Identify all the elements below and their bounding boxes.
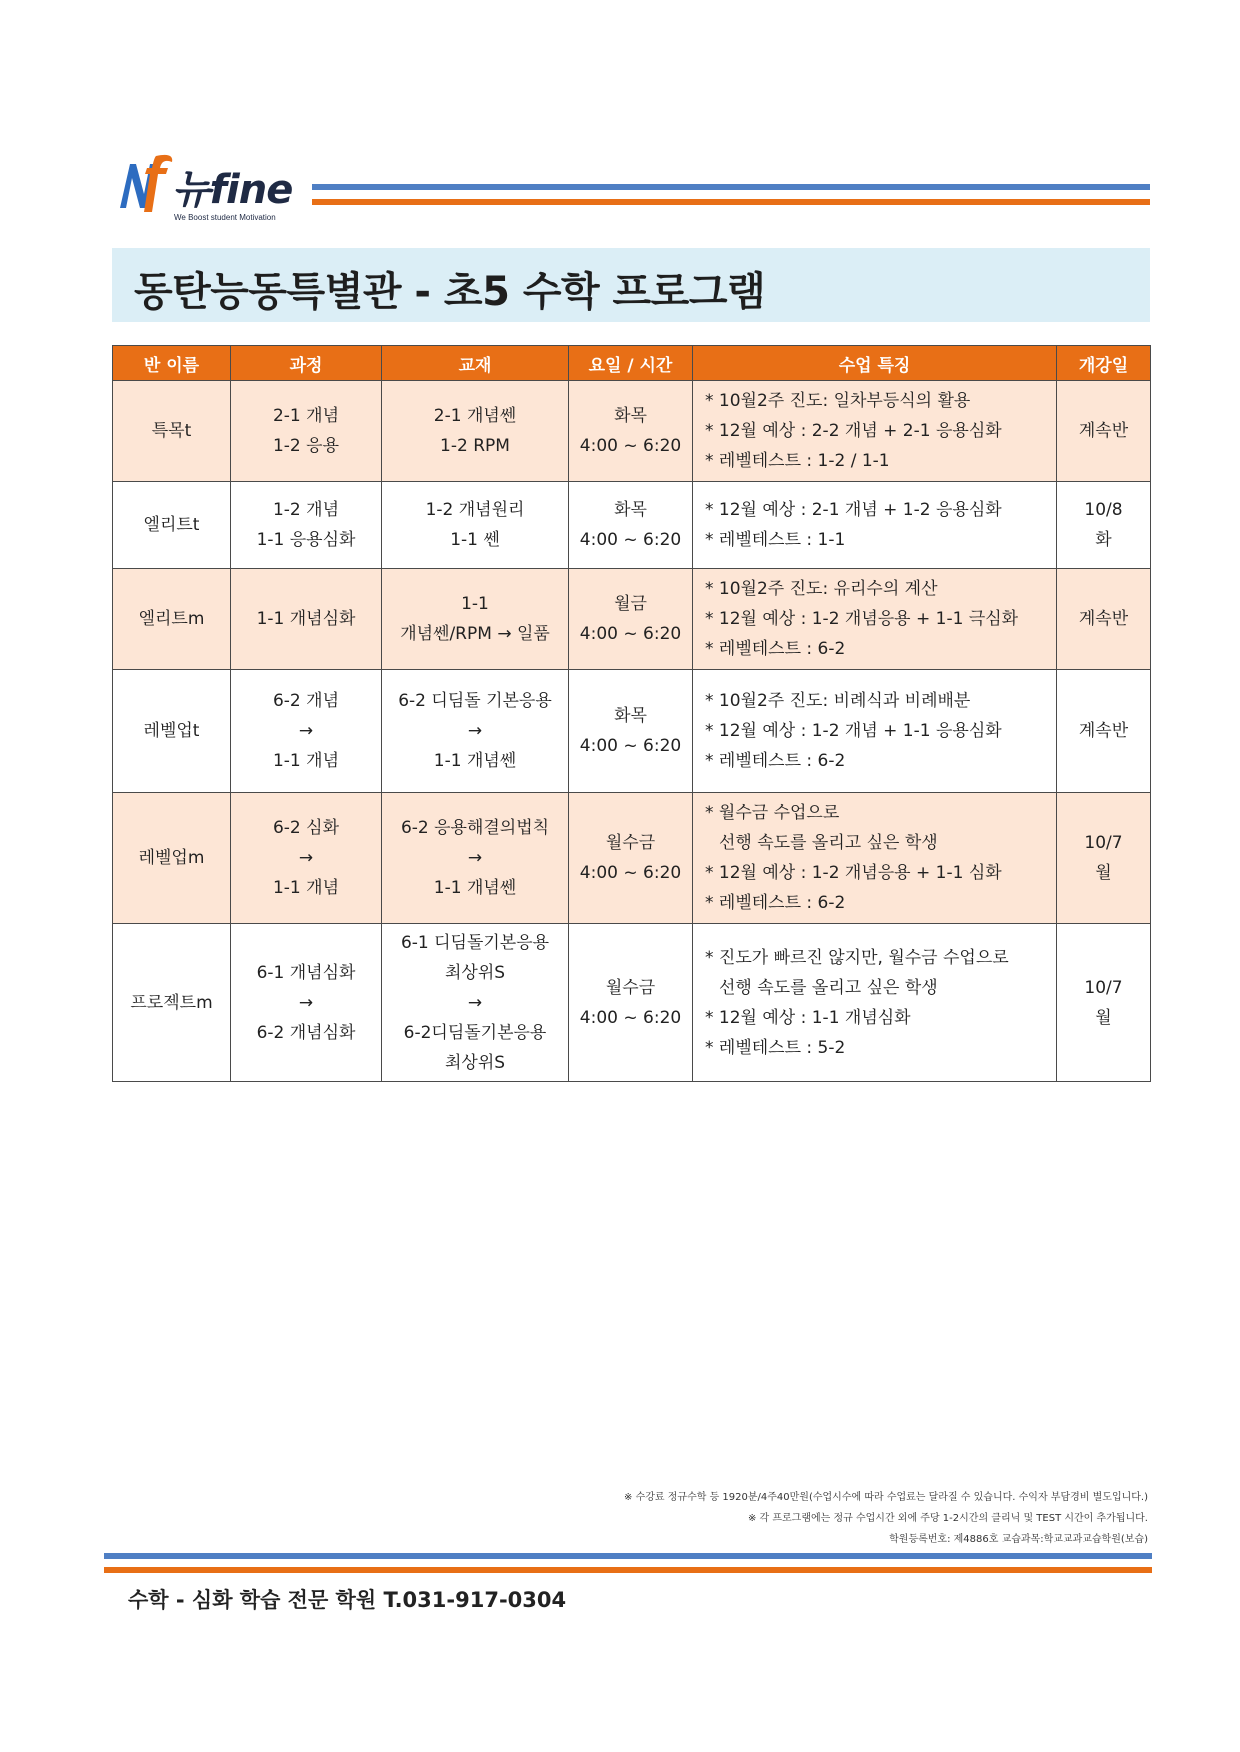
feature-line: * 10월2주 진도: 일차부등식의 활용 xyxy=(705,391,971,411)
table-row xyxy=(113,569,1151,670)
footnotes xyxy=(624,1487,1148,1550)
time-cell xyxy=(569,482,693,569)
course-line: 6-2 개념 xyxy=(272,691,339,711)
title-band xyxy=(112,248,1150,322)
start-line: 월 xyxy=(1095,863,1112,883)
features-cell xyxy=(693,569,1057,670)
start-line: 10/7 xyxy=(1084,977,1123,998)
course-line: 1-2 응용 xyxy=(272,436,339,456)
course-line: 1-1 개념심화 xyxy=(256,609,356,629)
start-line: 계속반 xyxy=(1078,421,1129,441)
start-line: 월 xyxy=(1095,1007,1112,1028)
class-name: 레벨업m xyxy=(113,793,231,924)
class-name: 특목t xyxy=(113,381,231,482)
header-class-name: 반 이름 xyxy=(113,346,231,381)
program-table xyxy=(112,345,1151,1082)
book-line: 2-1 개념쎈 xyxy=(433,406,517,426)
course-line: 1-1 개념 xyxy=(272,878,339,898)
class-name: 엘리트m xyxy=(113,569,231,670)
header-day-time: 요일 / 시간 xyxy=(569,346,693,381)
start-line: 10/8 xyxy=(1084,500,1123,520)
features-cell xyxy=(693,924,1057,1082)
book-line: 1-2 개념원리 xyxy=(425,500,525,520)
feature-line: * 10월2주 진도: 비례식과 비례배분 xyxy=(705,691,971,711)
course-line: 1-1 개념 xyxy=(272,751,339,771)
brand-tagline: We Boost student Motivation xyxy=(174,213,276,222)
book-line: 1-2 RPM xyxy=(440,436,510,456)
start-cell xyxy=(1057,924,1151,1082)
time-cell xyxy=(569,381,693,482)
course-arrow: → xyxy=(298,848,314,868)
start-cell xyxy=(1057,482,1151,569)
course-cell xyxy=(231,482,382,569)
features-cell xyxy=(693,793,1057,924)
table-row xyxy=(113,924,1151,1082)
fee-note: ※ 수강료 정규수학 등 1920분/4주40만원(수업시수에 따라 수업료는 달라질 수 있습니다. 수익자 부담경비 별도입니다.) xyxy=(624,1492,1148,1503)
feature-line: * 레벨테스트 : 6-2 xyxy=(705,751,846,771)
book-line: 1-1 xyxy=(461,594,489,614)
book-line: 6-2 응용해결의법칙 xyxy=(400,818,550,838)
course-cell xyxy=(231,569,382,670)
time-hours: 4:00 ~ 6:20 xyxy=(579,436,682,456)
clinic-note: ※ 각 프로그램에는 정규 수업시간 외에 주당 1-2시간의 클리닉 및 TEST 시간이 추가됩니다. xyxy=(747,1513,1148,1524)
feature-line: * 12월 예상 : 1-2 개념응용 + 1-1 극심화 xyxy=(705,609,1019,629)
header-blue-rule xyxy=(312,184,1150,190)
book-line: 6-1 디딤돌기본응용 xyxy=(400,932,550,953)
feature-line: 선행 속도를 올리고 싶은 학생 xyxy=(719,977,938,998)
registration-note: 학원등록번호: 제4886호 교습과목:학교교과교습학원(보습) xyxy=(889,1534,1148,1545)
table-header-row xyxy=(113,346,1151,381)
course-arrow: → xyxy=(298,992,314,1013)
book-arrow: → xyxy=(467,721,483,741)
course-line: 1-1 응용심화 xyxy=(256,530,356,550)
footer-orange-rule xyxy=(104,1567,1152,1573)
feature-line: * 12월 예상 : 1-1 개념심화 xyxy=(705,1007,911,1028)
book-line: 최상위S xyxy=(444,962,506,983)
feature-line: * 월수금 수업으로 xyxy=(705,803,840,823)
time-days: 월수금 xyxy=(605,833,656,853)
book-cell xyxy=(382,482,569,569)
feature-line: * 레벨테스트 : 6-2 xyxy=(705,893,846,913)
class-name: 프로젝트m xyxy=(113,924,231,1082)
course-cell xyxy=(231,793,382,924)
feature-line: * 10월2주 진도: 유리수의 계산 xyxy=(705,579,938,599)
features-cell xyxy=(693,482,1057,569)
time-hours: 4:00 ~ 6:20 xyxy=(579,1007,682,1028)
time-days: 월수금 xyxy=(605,977,656,998)
class-name: 레벨업t xyxy=(113,670,231,793)
time-cell xyxy=(569,924,693,1082)
book-line: 1-1 개념쎈 xyxy=(433,751,517,771)
book-arrow: → xyxy=(467,992,483,1013)
book-line: 6-2디딤돌기본응용 xyxy=(403,1022,547,1043)
feature-line: 선행 속도를 올리고 싶은 학생 xyxy=(719,833,938,853)
time-days: 화목 xyxy=(614,406,647,426)
header-features: 수업 특징 xyxy=(693,346,1057,381)
time-hours: 4:00 ~ 6:20 xyxy=(579,624,682,644)
header-textbook: 교재 xyxy=(382,346,569,381)
start-cell xyxy=(1057,569,1151,670)
feature-line: * 12월 예상 : 2-2 개념 + 2-1 응용심화 xyxy=(705,421,1002,441)
book-cell xyxy=(382,793,569,924)
features-cell xyxy=(693,381,1057,482)
time-cell xyxy=(569,569,693,670)
header-start-date: 개강일 xyxy=(1057,346,1151,381)
course-cell xyxy=(231,670,382,793)
start-line: 10/7 xyxy=(1084,833,1123,853)
brand-name: 뉴fine xyxy=(172,167,293,213)
table-row xyxy=(113,482,1151,569)
table-row xyxy=(113,793,1151,924)
book-line: 개념쎈/RPM → 일품 xyxy=(400,624,550,644)
course-arrow: → xyxy=(298,721,314,741)
features-cell xyxy=(693,670,1057,793)
feature-line: * 12월 예상 : 1-2 개념 + 1-1 응용심화 xyxy=(705,721,1002,741)
feature-line: * 진도가 빠르진 않지만, 월수금 수업으로 xyxy=(705,947,1009,968)
start-line: 계속반 xyxy=(1078,609,1129,629)
book-cell xyxy=(382,381,569,482)
feature-line: * 12월 예상 : 2-1 개념 + 1-2 응용심화 xyxy=(705,500,1002,520)
book-cell xyxy=(382,670,569,793)
time-hours: 4:00 ~ 6:20 xyxy=(579,736,682,756)
class-name: 엘리트t xyxy=(113,482,231,569)
time-days: 화목 xyxy=(614,706,647,726)
time-days: 월금 xyxy=(614,594,647,614)
brand-logo xyxy=(116,150,296,230)
course-cell xyxy=(231,381,382,482)
course-cell xyxy=(231,924,382,1082)
course-line: 6-1 개념심화 xyxy=(256,962,356,983)
table-row xyxy=(113,381,1151,482)
time-cell xyxy=(569,793,693,924)
course-line: 2-1 개념 xyxy=(272,406,339,426)
page-title: 동탄능동특별관 - 초5 수학 프로그램 xyxy=(134,269,766,315)
feature-line: * 레벨테스트 : 1-1 xyxy=(705,530,846,550)
course-line: 6-2 개념심화 xyxy=(256,1022,356,1043)
start-line: 계속반 xyxy=(1078,721,1129,741)
book-line: 1-1 개념쎈 xyxy=(433,878,517,898)
start-cell xyxy=(1057,670,1151,793)
footer-contact: 수학 - 심화 학습 전문 학원 T.031-917-0304 xyxy=(128,1588,567,1612)
book-arrow: → xyxy=(467,848,483,868)
feature-line: * 12월 예상 : 1-2 개념응용 + 1-1 심화 xyxy=(705,863,1002,883)
table-row xyxy=(113,670,1151,793)
footer-blue-rule xyxy=(104,1553,1152,1559)
time-hours: 4:00 ~ 6:20 xyxy=(579,863,682,883)
time-hours: 4:00 ~ 6:20 xyxy=(579,530,682,550)
book-cell xyxy=(382,924,569,1082)
header-orange-rule xyxy=(312,199,1150,205)
start-cell xyxy=(1057,381,1151,482)
feature-line: * 레벨테스트 : 1-2 / 1-1 xyxy=(705,451,890,471)
book-line: 6-2 디딤돌 기본응용 xyxy=(398,691,552,711)
book-cell xyxy=(382,569,569,670)
time-days: 화목 xyxy=(614,500,647,520)
course-line: 6-2 심화 xyxy=(272,818,339,838)
start-line: 화 xyxy=(1095,530,1112,550)
nf-logo-icon xyxy=(116,150,176,220)
feature-line: * 레벨테스트 : 6-2 xyxy=(705,639,846,659)
start-cell xyxy=(1057,793,1151,924)
book-line: 1-1 쎈 xyxy=(450,530,500,550)
course-line: 1-2 개념 xyxy=(272,500,339,520)
book-line: 최상위S xyxy=(444,1052,506,1073)
feature-line: * 레벨테스트 : 5-2 xyxy=(705,1037,846,1058)
header-course: 과정 xyxy=(231,346,382,381)
time-cell xyxy=(569,670,693,793)
